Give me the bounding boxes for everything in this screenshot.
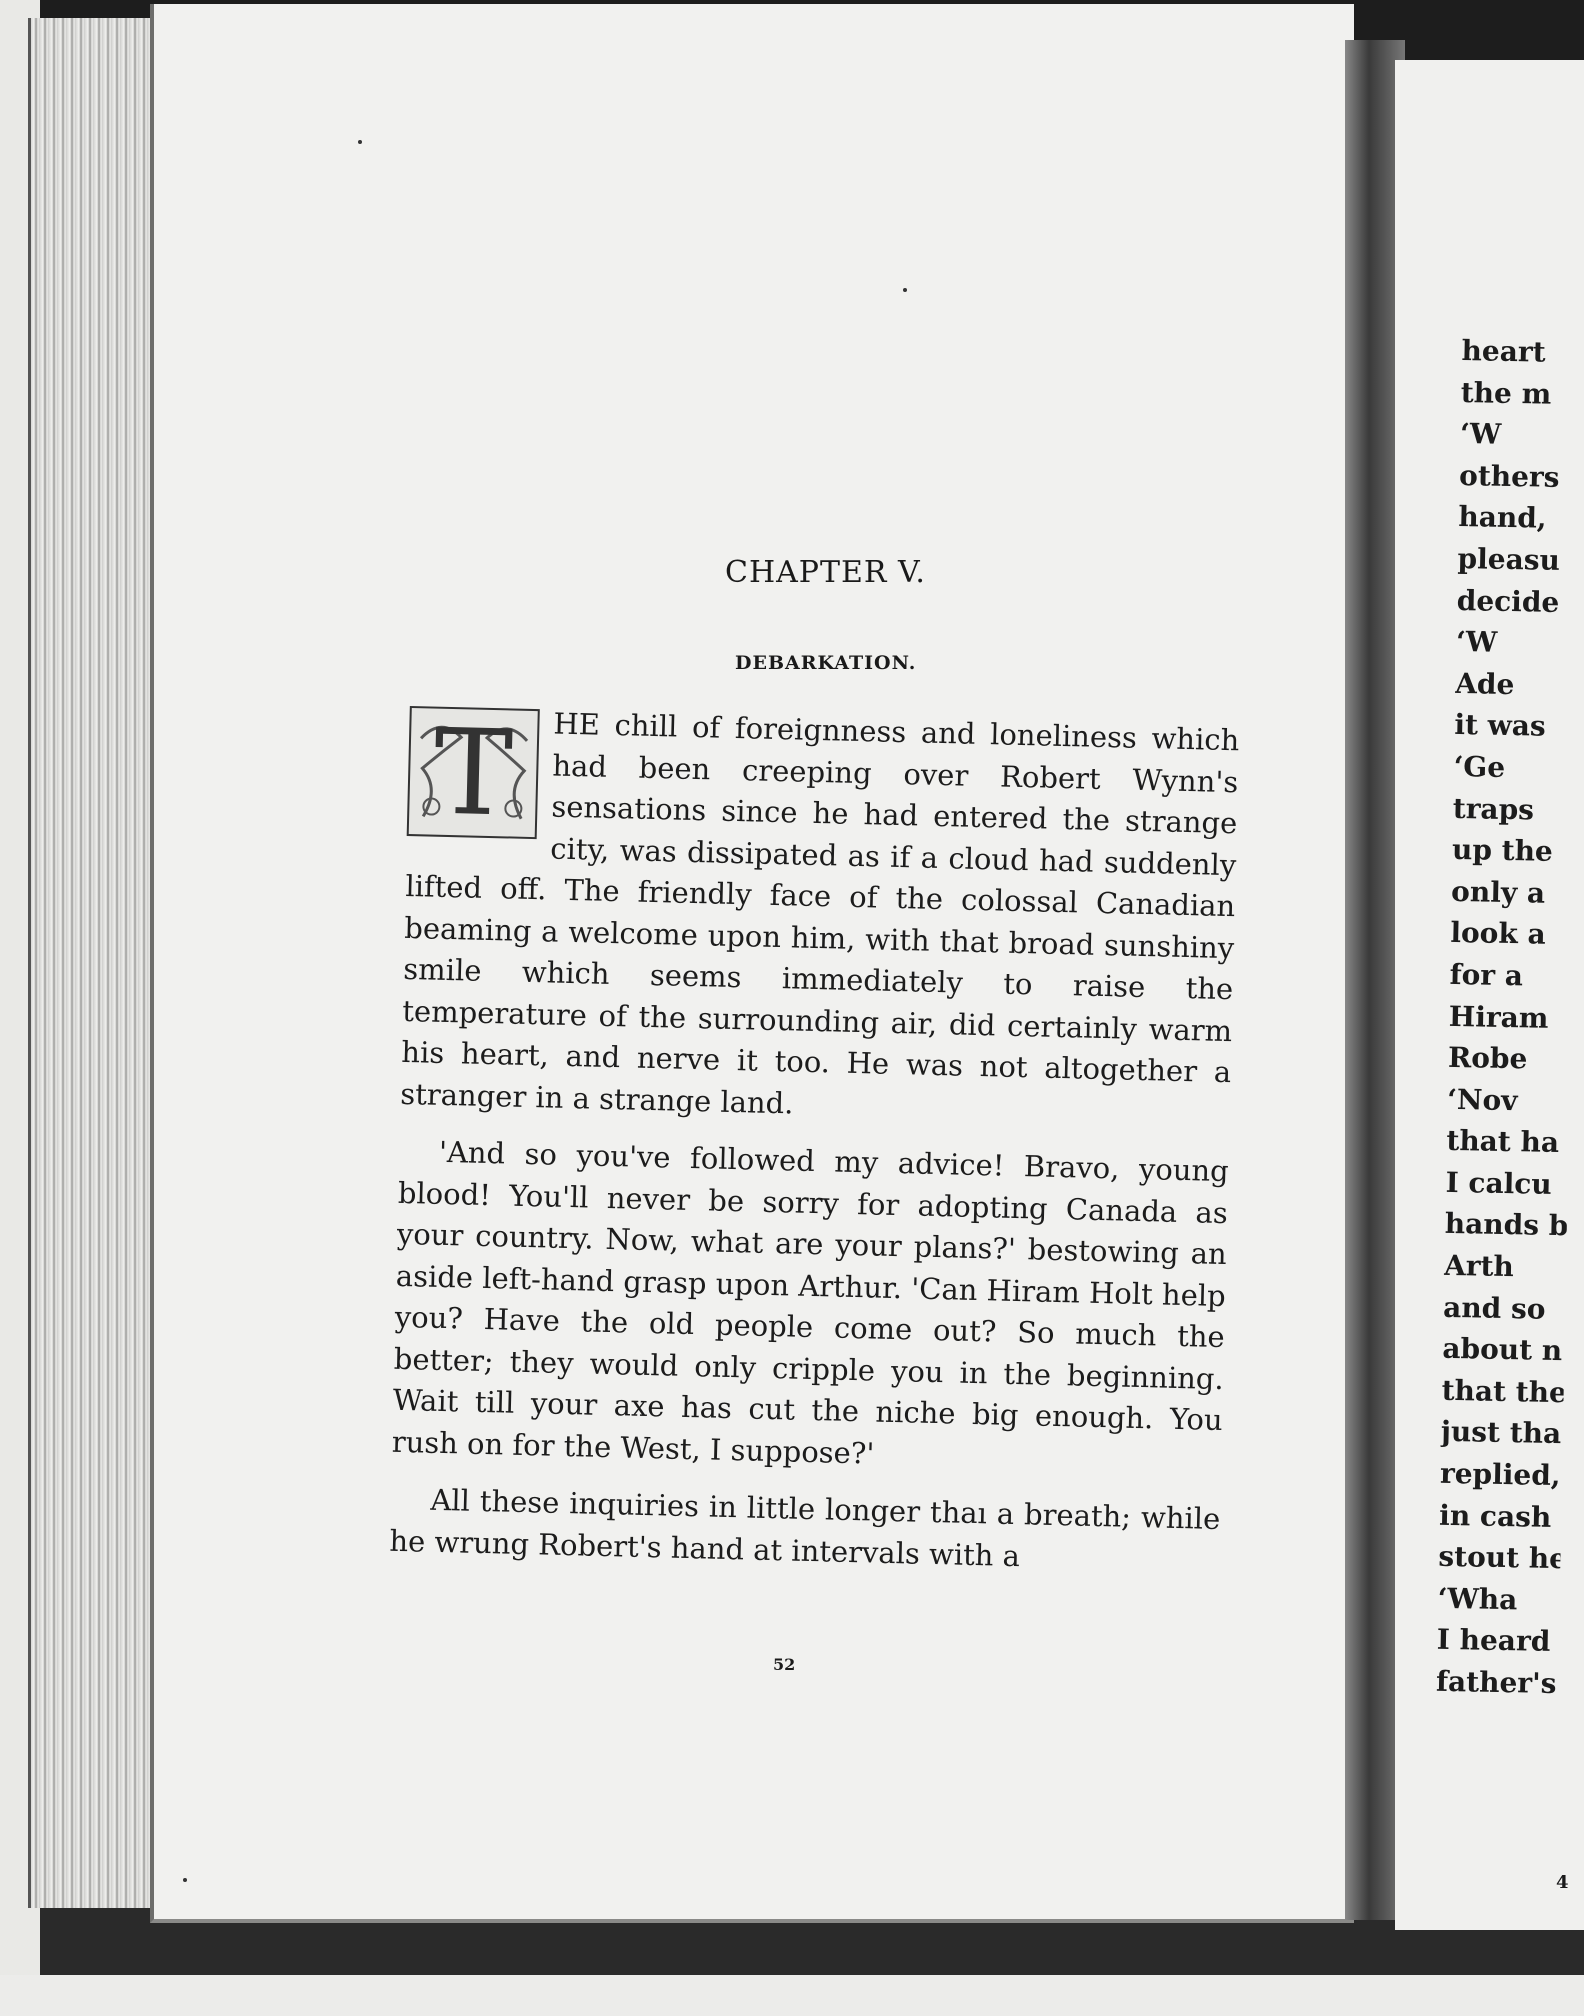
- facing-line: pleasu: [1457, 541, 1561, 577]
- facing-line: and so: [1442, 1290, 1546, 1326]
- facing-line: hands b: [1444, 1207, 1569, 1243]
- facing-line: stout he: [1438, 1539, 1568, 1576]
- facing-line: ‘W: [1459, 417, 1502, 451]
- facing-line: the m: [1460, 375, 1552, 411]
- facing-page-number: 4: [1556, 1872, 1569, 1893]
- facing-line: ‘Nov: [1446, 1082, 1518, 1117]
- facing-line: that ha: [1446, 1124, 1560, 1160]
- facing-line: ‘Wha: [1437, 1581, 1518, 1617]
- facing-line: ‘W: [1455, 625, 1498, 659]
- facing-line: traps: [1452, 791, 1535, 826]
- page-number: 52: [773, 1655, 796, 1674]
- facing-line: up the: [1451, 833, 1554, 868]
- facing-line: Robe: [1447, 1040, 1528, 1076]
- facing-line: for a: [1449, 957, 1524, 993]
- facing-line: about n: [1442, 1332, 1563, 1368]
- facing-line: just tha: [1440, 1415, 1562, 1451]
- facing-line: I calcu: [1445, 1165, 1553, 1201]
- dust-speck: [903, 288, 907, 292]
- facing-line: Arth: [1443, 1248, 1515, 1284]
- paragraph-1: HE chill of foreignness and loneliness which had been creeping over Robert Wynn's sensations since he had entered the strange city, was dissipated as if a cloud had suddenly lifted off. The friendly face of the colossal Canadian beaming a welcome upon him, with that broad sunshiny smile which seems immediately to raise the temperature of the surrounding air, did certainly warm his heart, and nerve it too. He was not altogether a stranger in a strange land.: [399, 706, 1240, 1120]
- bottom-background: [0, 1975, 1584, 2016]
- dust-speck: [358, 140, 362, 144]
- facing-line: it was: [1454, 708, 1547, 744]
- facing-line: decide: [1456, 583, 1560, 619]
- paragraph-3: All these inquiries in little longer thaı a breath; while he wrung Robert's hand at intervals with a: [389, 1482, 1221, 1573]
- facing-line: replied,: [1439, 1456, 1561, 1493]
- section-title: DEBARKATION.: [735, 652, 917, 674]
- drop-cap-ornament: [407, 702, 540, 843]
- facing-line: ‘Ge: [1453, 749, 1506, 784]
- facing-line: I heard: [1436, 1623, 1551, 1659]
- paragraph-2: 'And so you've followed my advice! Bravo, young blood! You'll never be sorry for adopting Canada as your country. Now, what are your plans?' bestowing an aside left-hand grasp upon Arthur. 'Can Hiram Holt help you? Have the old people come out? So much the better; they would only cripple you in the beginning. Wait till your axe has cut the niche big enough. You rush on for the West, I suppose?': [391, 1134, 1230, 1471]
- facing-line: look a: [1450, 916, 1547, 952]
- facing-line: Ade: [1454, 666, 1515, 701]
- facing-line: that the: [1441, 1373, 1568, 1410]
- facing-line: hand,: [1458, 500, 1547, 536]
- facing-line: father's: [1435, 1664, 1557, 1701]
- dust-speck: [183, 1878, 187, 1882]
- facing-line: Hiram: [1448, 999, 1549, 1035]
- facing-line: only a: [1450, 874, 1546, 910]
- facing-line: heart: [1461, 333, 1546, 369]
- facing-line: in cash: [1438, 1498, 1552, 1534]
- chapter-title: CHAPTER V.: [725, 555, 926, 590]
- body-text: [389, 700, 1240, 1598]
- drop-cap-letter: T: [432, 702, 515, 843]
- facing-line: others: [1458, 458, 1560, 494]
